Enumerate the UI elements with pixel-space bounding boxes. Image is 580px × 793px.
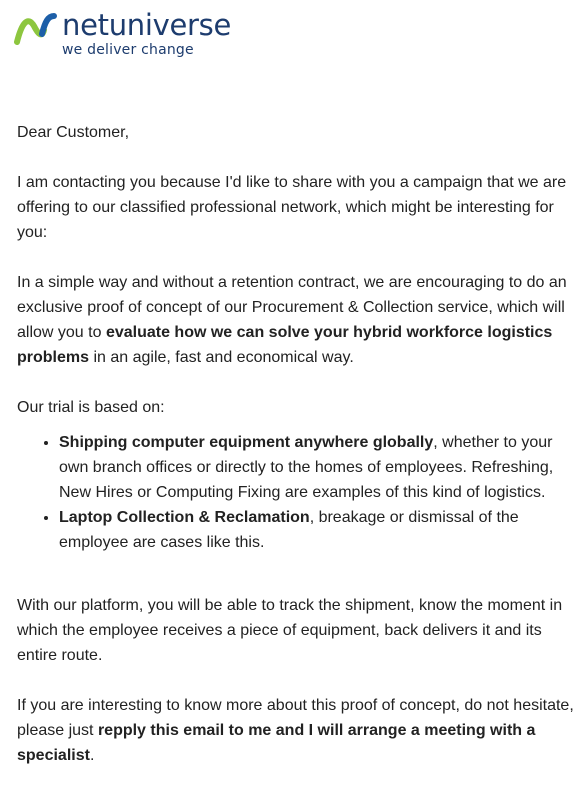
list-item: [59, 505, 579, 555]
email-body: [17, 120, 579, 793]
closing-paragraph: [17, 693, 579, 768]
bullet-bold: Shipping computer equipment anywhere globally: [59, 434, 434, 451]
closing-text-end: .: [89, 747, 95, 764]
offer-paragraph: [17, 270, 579, 370]
platform-paragraph: With our platform, you will be able to track the shipment, know the moment in which the employee receives a piece of equipment, back delivers it and its entire route.: [17, 597, 563, 664]
list-item: [59, 430, 579, 505]
brand-logo: [14, 10, 254, 62]
bullet-text: , whether to your own branch offices or directly to the homes of employees. Refreshing, New Hires or Computing Fixing are examples of this kind of logistics.: [59, 434, 554, 501]
offer-text-start: In a simple way and without a retention contract, we are encouraging to do an exclusive proof of concept of our Procurement & Collection service, which will allow you to: [17, 274, 567, 341]
brand-name: netuniverse: [62, 8, 231, 42]
closing-highlight: repply this email to me and I will arrange a meeting with a specialist: [17, 722, 536, 764]
trial-intro: Our trial is based on:: [17, 399, 165, 416]
offer-text-end: in an agile, fast and economical way.: [89, 349, 354, 366]
trial-list: [17, 430, 579, 555]
greeting: Dear Customer,: [17, 124, 130, 141]
brand-tagline: we deliver change: [62, 42, 194, 58]
closing-text-start: If you are interesting to know more about this proof of concept, do not hesitate, please just: [17, 697, 574, 739]
bullet-text: , breakage or dismissal of the employee are cases like this.: [59, 509, 519, 551]
netuniverse-logo-icon: [14, 12, 58, 46]
bullet-bold: Laptop Collection & Reclamation: [59, 509, 310, 526]
intro-paragraph: I am contacting you because I'd like to share with you a campaign that we are offering to our classified professional network, which might be interesting for you:: [17, 174, 567, 241]
offer-highlight: evaluate how we can solve your hybrid workforce logistics problems: [17, 324, 553, 366]
